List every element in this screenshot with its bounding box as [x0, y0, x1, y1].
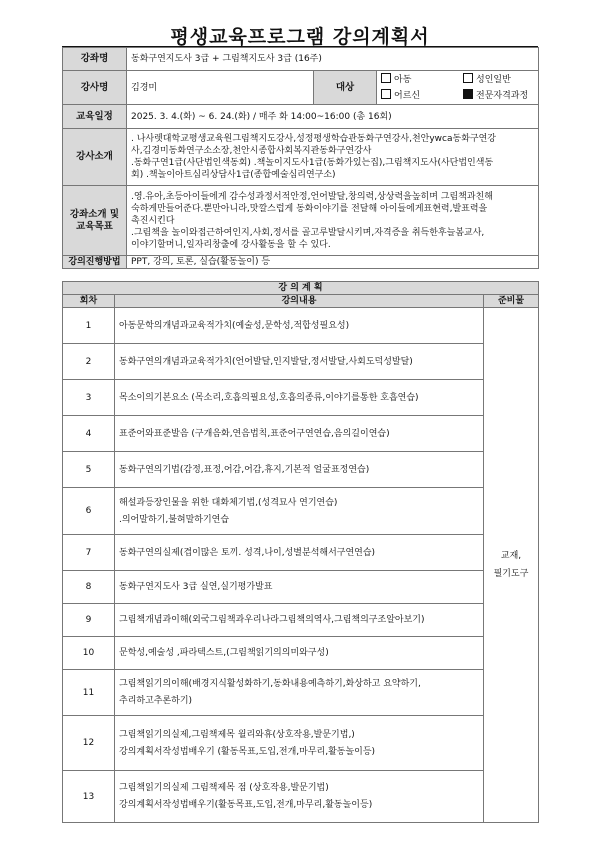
session-number: 12 [63, 716, 115, 771]
table-row [63, 771, 539, 823]
instructor-value: 김경미 [127, 71, 314, 105]
goal-line: .그림책을 놀이와접근하여인지,사회,정서를 골고루발달시키며,자격증을 취득한후늘봄교사, [131, 227, 485, 238]
checkbox-icon [381, 73, 391, 83]
session-content [115, 488, 484, 535]
content-line: 그림책개념과이해(외국그림책과우리나라그림책의역사,그림책의구조알아보기) [119, 615, 425, 625]
target-option-senior[interactable] [381, 89, 463, 102]
session-number: 4 [63, 416, 115, 452]
content-line: 목소이의기본요소 (목소리,호흡의필요성,호흡의종류,이야기를통한 호흡연습) [119, 392, 419, 403]
intro-line: . 나사렛대학교평생교육원그림책지도강사,성정평생학습관동화구연강사,천안ywca동화구연강 [131, 134, 496, 144]
table-row [63, 488, 539, 535]
intro-line: 회) .책놀이아트심리상담사1급(종합예술심리연구소) [131, 170, 336, 180]
content-line: 그림책읽기의실제,그림책제목 윌리와휴(상호작용,발문기법,) [119, 729, 355, 740]
goal-text [127, 186, 539, 256]
schedule-value: 2025. 3. 4.(화) ~ 6. 24.(화) / 매주 화 14:00~16:00 (총 16회) [127, 105, 539, 129]
course-value: 동화구연지도사 3급 + 그림책지도사 3급 (16주) [127, 48, 539, 71]
goal-line: 촉진시킨다 [131, 215, 175, 226]
session-content [115, 771, 484, 823]
instructor-label: 강사명 [63, 71, 127, 105]
session-number: 5 [63, 452, 115, 488]
table-row [63, 308, 539, 344]
content-line: 그림책읽기의실제 그림책제목 점 (상호작용,발문기법) [119, 783, 329, 793]
intro-line: 사,김경미동화연구소소장,천안시종합사회복지관동화구연강사 [131, 146, 372, 156]
instructor-row [63, 71, 539, 105]
plan-section-title: 강 의 계 획 [63, 282, 539, 295]
intro-line: .동화구연1급(사단법인색동회) .책놀이지도사1급(동화가있는집),그림책지도사(사단법인색동 [131, 158, 494, 168]
goal-line: 이야기할머니,일자리창출에 강사활동을 할 수 있다. [131, 239, 331, 250]
col-session-header: 회차 [63, 295, 115, 308]
content-line: 아동문학의개념과교육적가치(예술성,문학성,적합성필요성) [119, 320, 350, 331]
table-row [63, 571, 539, 604]
schedule-label: 교육일정 [63, 105, 127, 129]
table-row [63, 380, 539, 416]
target-option-child[interactable] [381, 73, 463, 86]
session-number: 1 [63, 308, 115, 344]
table-row [63, 416, 539, 452]
materials-line: 필기도구 [493, 569, 529, 579]
session-content [115, 452, 484, 488]
session-content [115, 571, 484, 604]
target-option-professional[interactable] [463, 89, 528, 102]
intro-label: 강사소개 [63, 129, 127, 186]
goal-line: .영.유아,초등아이들에게 감수성과정서적안정,언어발달,창의력,상상력을높히며 그림책과친해 [131, 191, 493, 202]
content-line: 문학성,예술성 ,파라텍스트,(그림책읽기의의미와구성) [119, 648, 329, 658]
session-content [115, 344, 484, 380]
content-line: .의어말하기,불혀말하기연습 [119, 514, 230, 525]
goal-label [63, 186, 127, 256]
intro-text [127, 129, 539, 186]
page-title: 평생교육프로그램 강의계획서 [170, 26, 430, 48]
table-row [63, 344, 539, 380]
checkbox-icon [381, 89, 391, 99]
session-number: 10 [63, 637, 115, 670]
content-line: 해설과등장인물을 위한 대화체기법,(성격묘사 연기연습) [119, 497, 338, 508]
session-content [115, 380, 484, 416]
content-line: 추리하고추론하기) [119, 696, 193, 706]
goal-row [63, 186, 539, 256]
method-value: PPT, 강의, 토론, 실습(활동놀이) 등 [127, 256, 539, 269]
table-row [63, 452, 539, 488]
target-option-label: 전문자격과정 [476, 91, 529, 101]
content-line: 그림책읽기의이해(배경지식활성화하기,동화내용예측하기,화상하고 요약하기, [119, 679, 421, 689]
intro-row [63, 129, 539, 186]
target-option-label: 어르신 [394, 91, 421, 101]
col-materials-header: 준비물 [484, 295, 539, 308]
session-content [115, 535, 484, 571]
session-content [115, 308, 484, 344]
table-row [63, 716, 539, 771]
table-row [63, 535, 539, 571]
goal-line: 숙하게만들어준다.뿐만아니라,맛깔스럽게 동화이야기를 전달해 아이들에게표현력,발표력을 [131, 203, 488, 214]
content-line: 강의계획서작성법배우기(활동목표,도입,전개,마무리,활동놀이등) [119, 800, 373, 810]
table-row [63, 604, 539, 637]
checked-checkbox-icon [463, 89, 473, 99]
target-option-adult[interactable] [463, 73, 511, 86]
session-content [115, 416, 484, 452]
content-line: 표준어와표준발음 (구개음화,연음법칙,표준어구연연습,음의길이연습) [119, 428, 390, 439]
session-number: 7 [63, 535, 115, 571]
session-number: 6 [63, 488, 115, 535]
session-content [115, 604, 484, 637]
materials-line: 교재, [500, 551, 522, 561]
session-content [115, 637, 484, 670]
session-number: 3 [63, 380, 115, 416]
course-label: 강좌명 [63, 48, 127, 71]
target-label: 대상 [314, 71, 377, 105]
session-number: 9 [63, 604, 115, 637]
table-row [63, 670, 539, 716]
session-number: 2 [63, 344, 115, 380]
session-number: 11 [63, 670, 115, 716]
info-table [62, 47, 539, 269]
target-option-label: 성인일반 [476, 75, 511, 85]
content-line: 강의계획서작성법배우기 (활동목표,도입,전개,마무리,활동놀이등) [119, 746, 376, 757]
method-label: 강의진행방법 [63, 256, 127, 269]
course-row [63, 48, 539, 71]
plan-header-row [63, 295, 539, 308]
content-line: 동화구연지도사 3급 실연,실기평가발표 [119, 582, 273, 592]
target-options [377, 71, 539, 105]
plan-section-row [63, 282, 539, 295]
content-line: 동화구연의개념과교육적가치(언어발달,인지발달,정서발달,사회도덕성발달) [119, 356, 413, 367]
schedule-row [63, 105, 539, 129]
method-row [63, 256, 539, 269]
goal-label-line: 강좌소개 및 [69, 208, 120, 220]
plan-table [62, 281, 539, 823]
checkbox-icon [463, 73, 473, 83]
session-number: 13 [63, 771, 115, 823]
session-content [115, 716, 484, 771]
content-line: 동화구연의실제(겹이많은 토끼. 성격,나이,성별분석해서구연연습) [119, 547, 376, 558]
col-content-header: 강의내용 [115, 295, 484, 308]
session-number: 8 [63, 571, 115, 604]
content-line: 동화구연의기법(감정,표정,어감,어감,휴지,기본적 얼굴표정연습) [119, 464, 370, 475]
materials-cell [484, 308, 539, 823]
session-content [115, 670, 484, 716]
table-row [63, 637, 539, 670]
goal-label-line: 교육목표 [76, 220, 113, 232]
target-option-label: 아동 [394, 75, 412, 85]
